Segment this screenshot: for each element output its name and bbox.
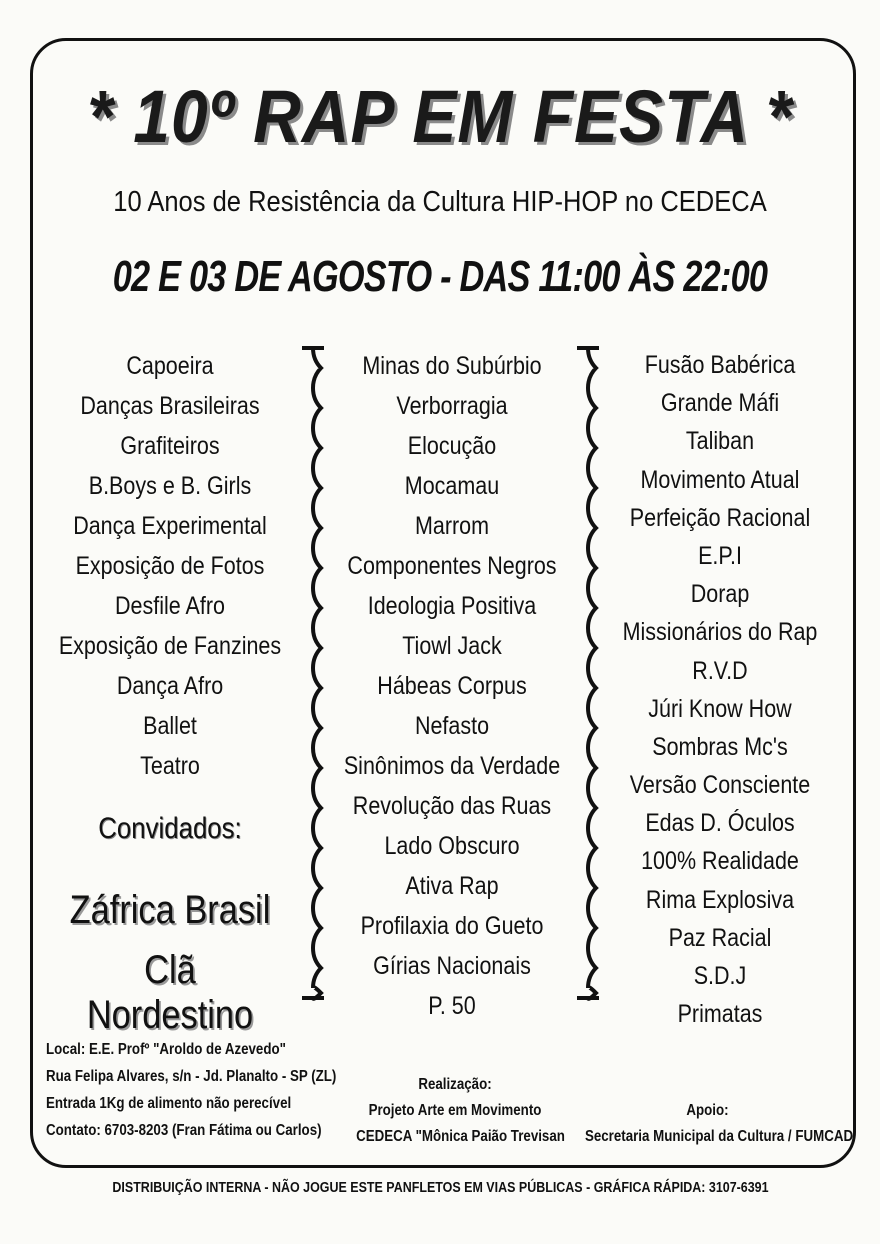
group-item: Versão Consciente xyxy=(629,771,811,800)
group-item: E.P.I xyxy=(698,541,742,570)
support-block xyxy=(565,1098,854,1150)
group-item: Júri Know How xyxy=(648,694,792,723)
divider-line xyxy=(577,348,599,999)
group-item: Nefasto xyxy=(414,712,490,740)
activities-list xyxy=(40,346,300,786)
group-item: Edas D. Óculos xyxy=(645,809,795,838)
group-item: Lado Obscuro xyxy=(384,832,520,860)
group-item: Fusão Babérica xyxy=(644,351,796,379)
group-item: Taliban xyxy=(685,427,755,456)
activity-item: Dança Experimental xyxy=(73,512,267,540)
organizer-name: CEDECA "Mônica Paião Trevisan xyxy=(356,1128,565,1145)
disclaimer xyxy=(0,1180,880,1196)
group-item: Gírias Nacionais xyxy=(373,952,531,980)
group-item: P. 50 xyxy=(428,992,476,1020)
entry-text: Entrada 1Kg de alimento não perecível xyxy=(46,1095,292,1112)
organizer-name: Projeto Arte em Movimento xyxy=(368,1102,542,1119)
group-item: Elocução xyxy=(407,432,497,460)
support-name: Secretaria Municipal da Cultura / FUMCAD xyxy=(584,1128,854,1145)
flyer-title: * 10º RAP EM FESTA * xyxy=(87,74,793,158)
activity-item: Exposição de Fanzines xyxy=(58,632,282,660)
group-item: Rima Explosiva xyxy=(645,885,795,914)
venue-text: Local: E.E. Profº "Aroldo de Azevedo" xyxy=(46,1041,286,1058)
group-item: R.V.D xyxy=(692,656,748,685)
activity-item: Exposição de Fotos xyxy=(75,552,265,580)
organizer-block xyxy=(340,1072,570,1150)
contact-text: Contato: 6703-8203 (Fran Fátima ou Carlos) xyxy=(46,1122,322,1139)
group-item: Missionários do Rap xyxy=(622,618,818,647)
flyer-subtitle: 10 Anos de Resistência da Cultura HIP-HOP no CEDECA xyxy=(113,186,767,218)
group-item: Verborragia xyxy=(396,392,508,420)
guests-label: Convidados: xyxy=(98,812,242,845)
event-dates: 02 E 03 DE AGOSTO - DAS 11:00 ÀS 22:00 xyxy=(112,252,768,301)
group-item: Minas do Subúrbio xyxy=(362,352,542,380)
group-item: Tiowl Jack xyxy=(402,632,502,660)
group-item: Mocamau xyxy=(404,472,500,500)
group-item: Sombras Mc's xyxy=(652,732,788,761)
activity-item: Teatro xyxy=(140,752,200,780)
group-item: Paz Racial xyxy=(668,923,772,952)
activity-item: Grafiteiros xyxy=(120,432,220,460)
support-label: Apoio: xyxy=(686,1102,729,1119)
activity-item: Danças Brasileiras xyxy=(80,392,260,420)
organizer-label: Realização: xyxy=(418,1076,492,1093)
groups-list-middle xyxy=(322,346,582,1026)
column-divider-right xyxy=(573,344,603,1002)
divider-line xyxy=(302,348,324,999)
group-item: Marrom xyxy=(414,512,490,540)
group-item: Ideologia Positiva xyxy=(367,592,537,620)
guest-name: Záfrica Brasil xyxy=(69,888,271,932)
group-item: S.D.J xyxy=(693,962,747,990)
group-item: Primatas xyxy=(677,1000,763,1029)
activity-item: Ballet xyxy=(143,712,197,740)
disclaimer-text: DISTRIBUIÇÃO INTERNA - NÃO JOGUE ESTE PANFLETOS EM VIAS PÚBLICAS - GRÁFICA RÁPIDA: 3107-6391 xyxy=(111,1180,769,1196)
group-item: Componentes Negros xyxy=(347,552,557,580)
group-item: Perfeição Racional xyxy=(629,503,811,532)
group-item: Movimento Atual xyxy=(640,465,800,494)
guest-name: Clã Nordestino xyxy=(86,948,254,1037)
group-item: Hábeas Corpus xyxy=(377,672,527,700)
activity-item: Dança Afro xyxy=(116,672,224,700)
address-text: Rua Felipa Alvares, s/n - Jd. Planalto - SP (ZL) xyxy=(46,1068,337,1085)
activity-item: Desfile Afro xyxy=(115,592,225,620)
group-item: Sinônimos da Verdade xyxy=(343,752,561,780)
group-item: Dorap xyxy=(690,580,750,609)
groups-list-right xyxy=(600,346,840,1033)
activity-item: B.Boys e B. Girls xyxy=(88,472,252,500)
group-item: 100% Realidade xyxy=(641,847,799,876)
group-item: Ativa Rap xyxy=(405,872,499,900)
activity-item: Capoeira xyxy=(126,352,214,380)
group-item: Revolução das Ruas xyxy=(352,792,552,820)
event-info xyxy=(46,1036,384,1144)
group-item: Profilaxia do Gueto xyxy=(360,912,544,940)
group-item: Grande Máfi xyxy=(660,389,780,418)
